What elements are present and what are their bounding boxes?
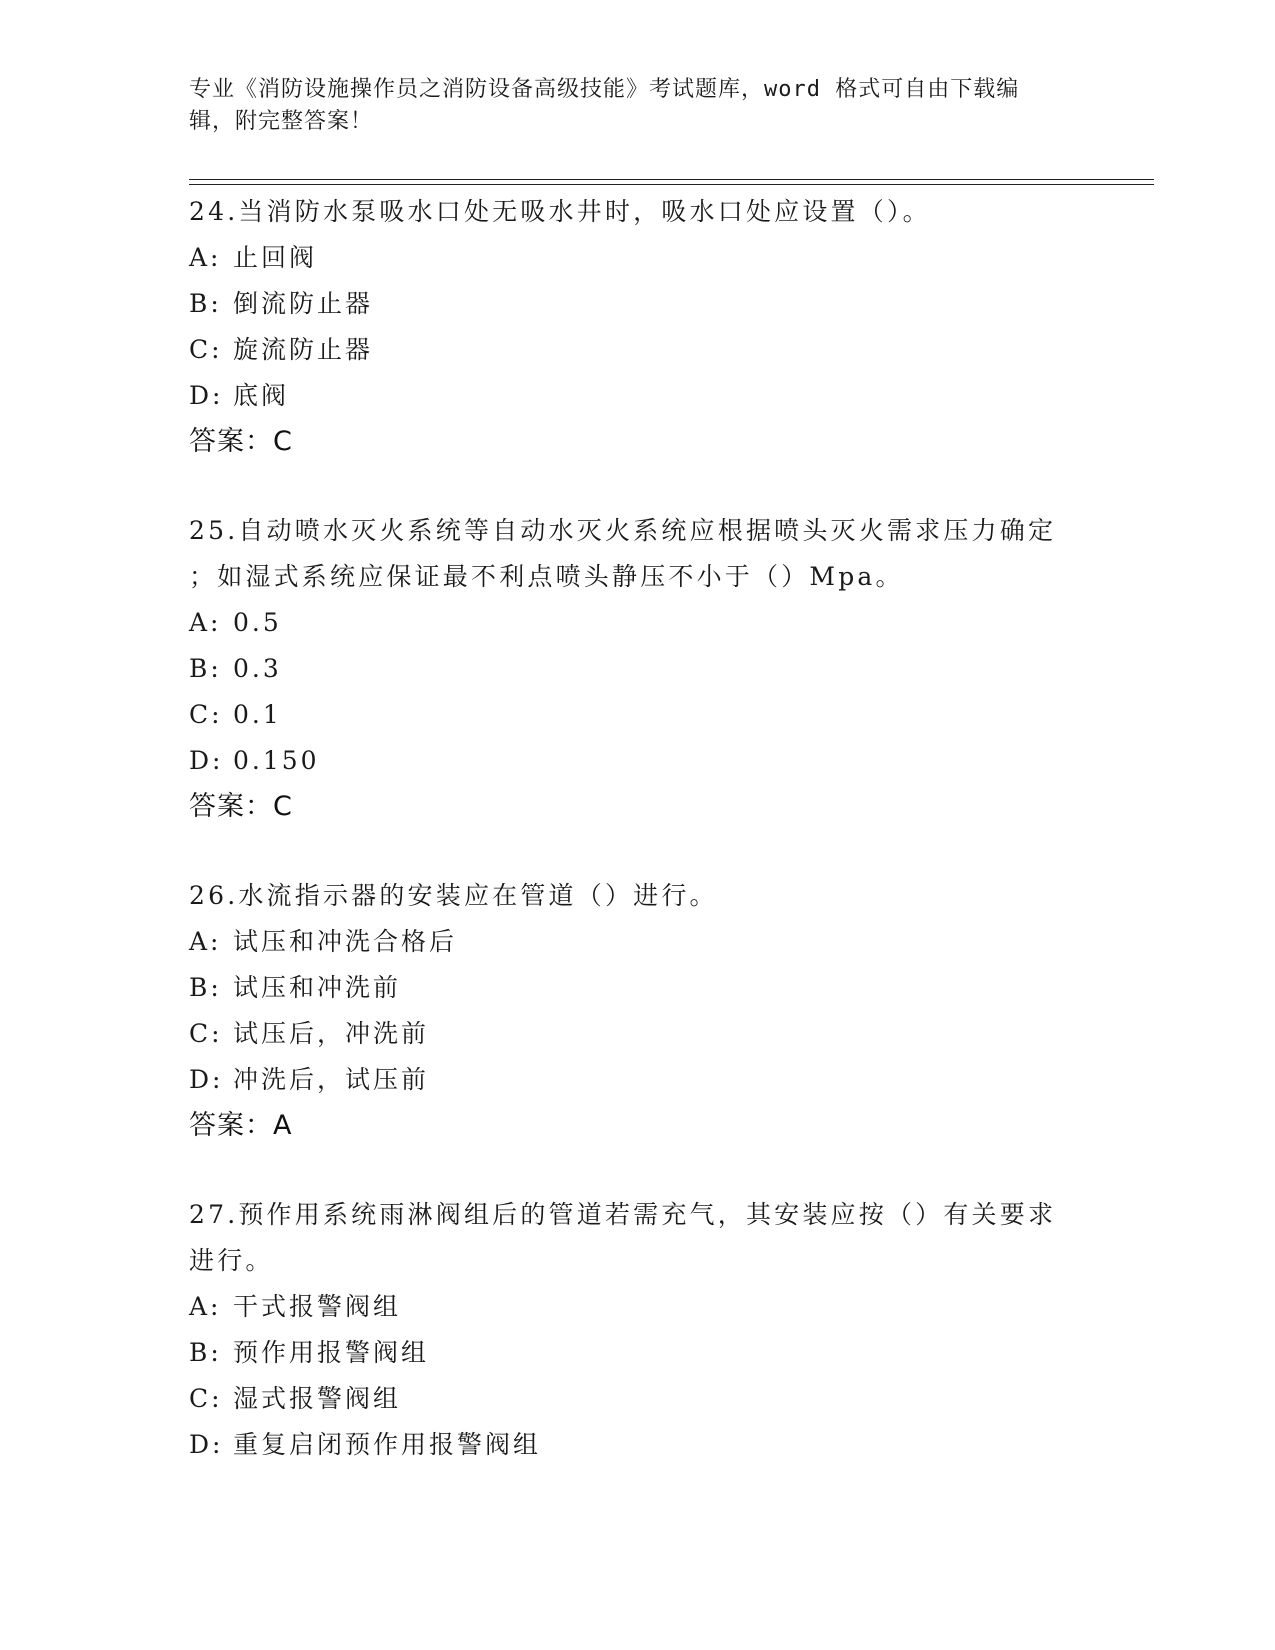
option-key: D: [189,1065,224,1094]
header-divider-bottom [189,184,1154,185]
question-stem: 26.水流指示器的安装应在管道（）进行。 [189,881,718,910]
option-d [189,373,1089,419]
option-d [189,1057,1089,1103]
option-key: A: [189,608,222,637]
option-b [189,281,1089,327]
header-line-2: 辑，附完整答案！ [189,109,374,134]
option-b [189,1330,1089,1376]
option-key: B: [189,654,222,683]
option-key: B: [189,1338,222,1367]
option-key: D: [189,381,224,410]
question-26 [189,873,1089,1149]
option-text: 0.1 [233,700,282,729]
option-c [189,327,1089,373]
option-key: A: [189,927,222,956]
option-key: C: [189,335,223,364]
question-stem-line-2: 进行。 [189,1246,274,1275]
option-key: C: [189,1019,223,1048]
question-stem: 24.当消防水泵吸水口处无吸水井时，吸水口处应设置（）。 [189,197,931,226]
option-text: 试压和冲洗前 [233,973,402,1002]
answer-line: 答案：A [189,1110,293,1141]
answer-line: 答案：C [189,426,293,457]
option-d [189,1422,1089,1468]
option-key: B: [189,289,222,318]
option-key: A: [189,1292,222,1321]
header-line-1: 专业《消防设施操作员之消防设备高级技能》考试题库，word 格式可自由下载编 [189,77,1020,102]
question-stem-line-1: 27.预作用系统雨淋阀组后的管道若需充气，其安装应按（）有关要求 [189,1200,1057,1229]
header-divider-top [189,179,1154,180]
option-key: D: [189,746,224,775]
option-b [189,646,1089,692]
question-24 [189,189,1089,465]
question-stem-line-1: 25.自动喷水灭火系统等自动水灭火系统应根据喷头灭火需求压力确定 [189,516,1057,545]
option-text: 止回阀 [233,243,318,272]
option-text: 试压和冲洗合格后 [233,927,458,956]
answer-line: 答案：C [189,791,293,822]
option-a [189,1284,1089,1330]
option-text: 干式报警阀组 [233,1292,402,1321]
option-a [189,235,1089,281]
option-a [189,919,1089,965]
option-text: 0.5 [233,608,282,637]
question-27 [189,1192,1089,1468]
option-text: 冲洗后，试压前 [233,1065,430,1094]
option-text: 倒流防止器 [233,289,374,318]
option-key: B: [189,973,222,1002]
option-key: C: [189,1384,223,1413]
option-key: D: [189,1430,224,1459]
option-text: 湿式报警阀组 [233,1384,402,1413]
option-key: C: [189,700,223,729]
option-text: 0.150 [233,746,320,775]
option-text: 重复启闭预作用报警阀组 [233,1430,542,1459]
option-b [189,965,1089,1011]
option-a [189,600,1089,646]
question-25 [189,508,1089,830]
document-header [189,74,1069,138]
question-stem-line-2: ；如湿式系统应保证最不利点喷头静压不小于（）Mpa。 [189,562,904,591]
option-text: 底阀 [233,381,290,410]
option-c [189,1011,1089,1057]
option-text: 0.3 [233,654,282,683]
option-text: 预作用报警阀组 [233,1338,430,1367]
option-c [189,692,1089,738]
option-c [189,1376,1089,1422]
option-d [189,738,1089,784]
option-text: 旋流防止器 [233,335,374,364]
option-key: A: [189,243,222,272]
option-text: 试压后，冲洗前 [233,1019,430,1048]
